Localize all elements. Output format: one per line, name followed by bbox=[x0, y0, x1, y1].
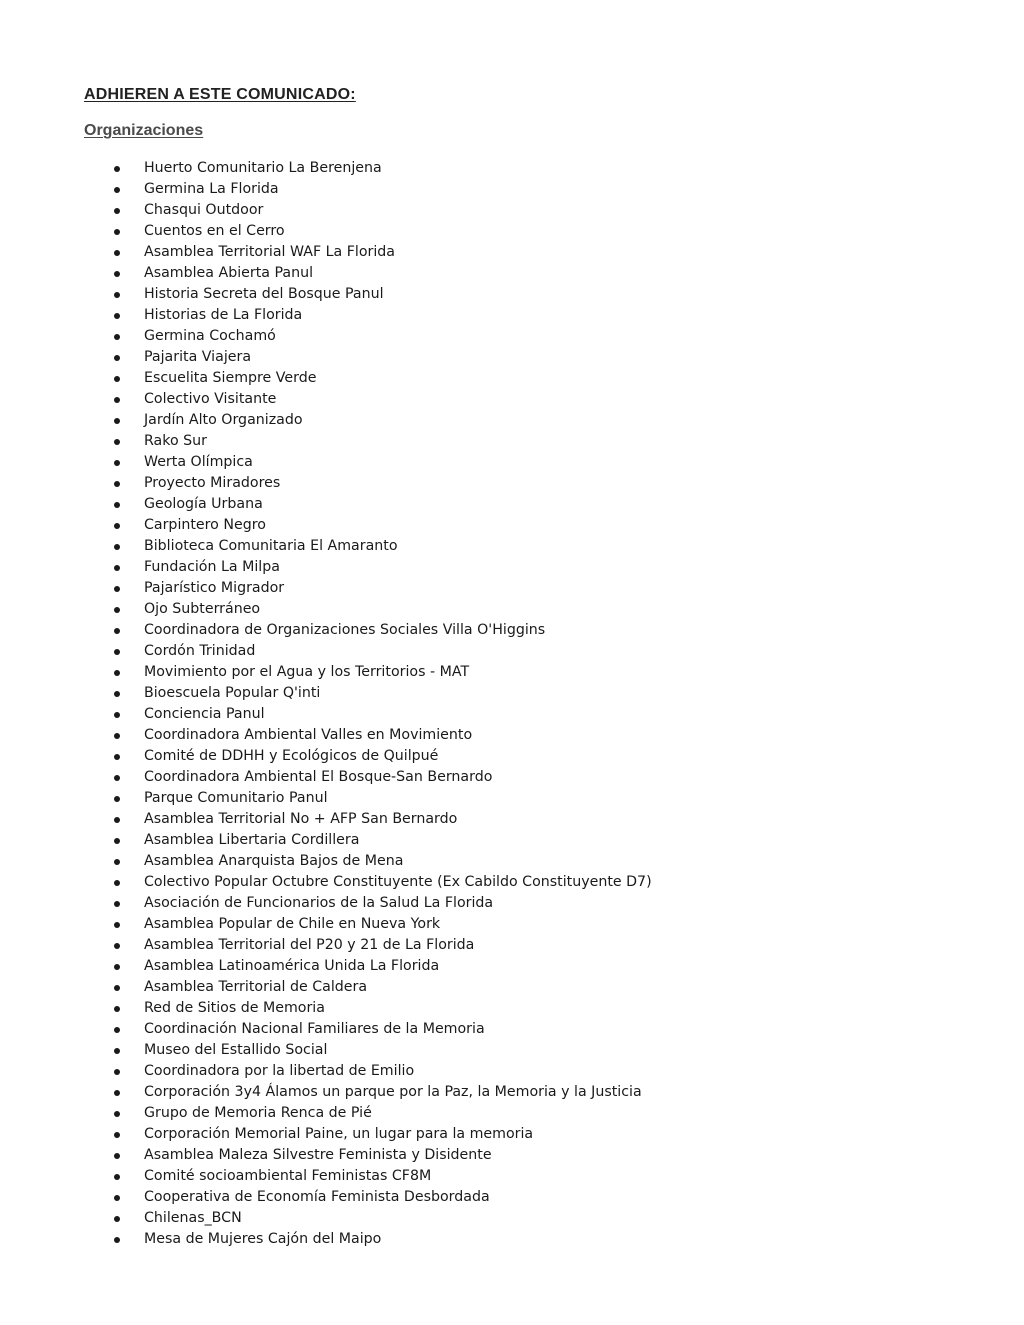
bullet-icon bbox=[114, 187, 120, 193]
list-item-label: Colectivo Visitante bbox=[144, 391, 277, 407]
bullet-icon bbox=[114, 964, 120, 970]
list-item-label: Asociación de Funcionarios de la Salud La Florida bbox=[144, 895, 494, 911]
list-item bbox=[0, 1103, 652, 1124]
bullet-icon bbox=[114, 523, 120, 529]
list-item-label: Asamblea Territorial de Caldera bbox=[144, 979, 368, 995]
list-item bbox=[0, 536, 652, 557]
list-item-label: Coordinadora Ambiental Valles en Movimiento bbox=[144, 727, 473, 743]
list-item-label: Coordinadora por la libertad de Emilio bbox=[144, 1063, 415, 1079]
list-item-label: Comité de DDHH y Ecológicos de Quilpué bbox=[144, 748, 439, 764]
list-item bbox=[0, 893, 652, 914]
bullet-icon bbox=[114, 166, 120, 172]
bullet-icon bbox=[114, 565, 120, 571]
list-item bbox=[0, 935, 652, 956]
list-item-label: Huerto Comunitario La Berenjena bbox=[144, 160, 382, 176]
bullet-icon bbox=[114, 502, 120, 508]
list-item-label: Red de Sitios de Memoria bbox=[144, 1000, 325, 1016]
bullet-icon bbox=[114, 880, 120, 886]
bullet-icon bbox=[114, 1090, 120, 1096]
bullet-icon bbox=[114, 796, 120, 802]
list-item bbox=[0, 305, 652, 326]
bullet-icon bbox=[114, 838, 120, 844]
list-item bbox=[0, 452, 652, 473]
list-item bbox=[0, 200, 652, 221]
list-item bbox=[0, 515, 652, 536]
list-item bbox=[0, 620, 652, 641]
list-item-label: Museo del Estallido Social bbox=[144, 1042, 328, 1058]
bullet-icon bbox=[114, 922, 120, 928]
list-item-label: Mesa de Mujeres Cajón del Maipo bbox=[144, 1231, 382, 1247]
list-item bbox=[0, 1019, 652, 1040]
list-item bbox=[0, 830, 652, 851]
list-item bbox=[0, 557, 652, 578]
list-item bbox=[0, 683, 652, 704]
list-item bbox=[0, 725, 652, 746]
list-item bbox=[0, 1061, 652, 1082]
list-item bbox=[0, 1040, 652, 1061]
bullet-icon bbox=[114, 1069, 120, 1075]
list-item bbox=[0, 788, 652, 809]
bullet-icon bbox=[114, 1237, 120, 1243]
list-item bbox=[0, 1187, 652, 1208]
list-item-label: Coordinadora Ambiental El Bosque-San Bernardo bbox=[144, 769, 493, 785]
list-item bbox=[0, 389, 652, 410]
bullet-icon bbox=[114, 943, 120, 949]
list-item bbox=[0, 1082, 652, 1103]
bullet-icon bbox=[114, 292, 120, 298]
list-item bbox=[0, 872, 652, 893]
list-item bbox=[0, 284, 652, 305]
bullet-icon bbox=[114, 733, 120, 739]
list-item-label: Parque Comunitario Panul bbox=[144, 790, 328, 806]
bullet-icon bbox=[114, 985, 120, 991]
bullet-icon bbox=[114, 208, 120, 214]
list-item bbox=[0, 767, 652, 788]
bullet-icon bbox=[114, 670, 120, 676]
list-item bbox=[0, 242, 652, 263]
list-item bbox=[0, 179, 652, 200]
list-item bbox=[0, 1229, 652, 1250]
list-item bbox=[0, 221, 652, 242]
bullet-icon bbox=[114, 1216, 120, 1222]
list-item-label: Asamblea Popular de Chile en Nueva York bbox=[144, 916, 441, 932]
list-item-label: Pajarístico Migrador bbox=[144, 580, 285, 596]
list-item-label: Grupo de Memoria Renca de Pié bbox=[144, 1105, 372, 1121]
bullet-icon bbox=[114, 418, 120, 424]
list-item bbox=[0, 1145, 652, 1166]
bullet-icon bbox=[114, 313, 120, 319]
list-item bbox=[0, 956, 652, 977]
list-item bbox=[0, 599, 652, 620]
bullet-icon bbox=[114, 460, 120, 466]
bullet-icon bbox=[114, 1027, 120, 1033]
list-item bbox=[0, 326, 652, 347]
list-item bbox=[0, 1166, 652, 1187]
list-item-label: Cordón Trinidad bbox=[144, 643, 256, 659]
list-item bbox=[0, 746, 652, 767]
list-item-label: Corporación Memorial Paine, un lugar para la memoria bbox=[144, 1126, 534, 1142]
bullet-icon bbox=[114, 754, 120, 760]
bullet-icon bbox=[114, 901, 120, 907]
list-item-label: Asamblea Territorial del P20 y 21 de La Florida bbox=[144, 937, 475, 953]
list-item-label: Chasqui Outdoor bbox=[144, 202, 264, 218]
list-item-label: Historias de La Florida bbox=[144, 307, 303, 323]
list-item-label: Asamblea Territorial No + AFP San Bernardo bbox=[144, 811, 458, 827]
list-item-label: Historia Secreta del Bosque Panul bbox=[144, 286, 384, 302]
bullet-icon bbox=[114, 544, 120, 550]
bullet-icon bbox=[114, 1006, 120, 1012]
bullet-icon bbox=[114, 1195, 120, 1201]
bullet-icon bbox=[114, 334, 120, 340]
list-item-label: Escuelita Siempre Verde bbox=[144, 370, 317, 386]
list-item bbox=[0, 410, 652, 431]
bullet-icon bbox=[114, 691, 120, 697]
bullet-icon bbox=[114, 397, 120, 403]
list-item-label: Proyecto Miradores bbox=[144, 475, 281, 491]
list-item-label: Asamblea Libertaria Cordillera bbox=[144, 832, 360, 848]
list-item bbox=[0, 431, 652, 452]
list-item-label: Ojo Subterráneo bbox=[144, 601, 261, 617]
list-item-label: Asamblea Latinoamérica Unida La Florida bbox=[144, 958, 440, 974]
list-item bbox=[0, 263, 652, 284]
list-item bbox=[0, 347, 652, 368]
bullet-icon bbox=[114, 271, 120, 277]
bullet-icon bbox=[114, 1174, 120, 1180]
bullet-icon bbox=[114, 229, 120, 235]
list-item-label: Biblioteca Comunitaria El Amaranto bbox=[144, 538, 398, 554]
bullet-icon bbox=[114, 712, 120, 718]
list-item-label: Asamblea Abierta Panul bbox=[144, 265, 314, 281]
list-item-label: Coordinadora de Organizaciones Sociales Villa O'Higgins bbox=[144, 622, 546, 638]
list-item bbox=[0, 1124, 652, 1145]
list-item bbox=[0, 1208, 652, 1229]
list-item-label: Werta Olímpica bbox=[144, 454, 253, 470]
list-item-label: Asamblea Anarquista Bajos de Mena bbox=[144, 853, 404, 869]
document-heading: ADHIEREN A ESTE COMUNICADO: bbox=[84, 86, 356, 103]
list-item bbox=[0, 809, 652, 830]
list-item-label: Fundación La Milpa bbox=[144, 559, 280, 575]
list-item-label: Cooperativa de Economía Feminista Desbordada bbox=[144, 1189, 490, 1205]
list-item-label: Germina Cochamó bbox=[144, 328, 276, 344]
bullet-icon bbox=[114, 1111, 120, 1117]
bullet-icon bbox=[114, 649, 120, 655]
list-item bbox=[0, 662, 652, 683]
list-item bbox=[0, 368, 652, 389]
list-item-label: Colectivo Popular Octubre Constituyente (Ex Cabildo Constituyente D7) bbox=[144, 874, 652, 890]
list-item bbox=[0, 158, 652, 179]
bullet-icon bbox=[114, 859, 120, 865]
list-item bbox=[0, 494, 652, 515]
bullet-icon bbox=[114, 775, 120, 781]
section-subheading: Organizaciones bbox=[84, 122, 204, 139]
list-item bbox=[0, 578, 652, 599]
list-item-label: Conciencia Panul bbox=[144, 706, 265, 722]
bullet-icon bbox=[114, 376, 120, 382]
organization-list bbox=[0, 158, 652, 1250]
bullet-icon bbox=[114, 607, 120, 613]
list-item-label: Rako Sur bbox=[144, 433, 207, 449]
bullet-icon bbox=[114, 628, 120, 634]
list-item-label: Chilenas_BCN bbox=[144, 1210, 242, 1226]
list-item-label: Geología Urbana bbox=[144, 496, 263, 512]
bullet-icon bbox=[114, 1132, 120, 1138]
list-item-label: Jardín Alto Organizado bbox=[144, 412, 303, 428]
list-item-label: Carpintero Negro bbox=[144, 517, 266, 533]
list-item bbox=[0, 473, 652, 494]
list-item bbox=[0, 704, 652, 725]
list-item-label: Coordinación Nacional Familiares de la Memoria bbox=[144, 1021, 485, 1037]
list-item bbox=[0, 977, 652, 998]
list-item-label: Asamblea Territorial WAF La Florida bbox=[144, 244, 395, 260]
list-item bbox=[0, 641, 652, 662]
list-item-label: Cuentos en el Cerro bbox=[144, 223, 285, 239]
bullet-icon bbox=[114, 355, 120, 361]
bullet-icon bbox=[114, 250, 120, 256]
list-item-label: Movimiento por el Agua y los Territorios - MAT bbox=[144, 664, 470, 680]
list-item-label: Asamblea Maleza Silvestre Feminista y Disidente bbox=[144, 1147, 492, 1163]
bullet-icon bbox=[114, 817, 120, 823]
bullet-icon bbox=[114, 1153, 120, 1159]
list-item-label: Bioescuela Popular Q'inti bbox=[144, 685, 321, 701]
list-item-label: Corporación 3y4 Álamos un parque por la Paz, la Memoria y la Justicia bbox=[144, 1084, 642, 1100]
list-item-label: Pajarita Viajera bbox=[144, 349, 252, 365]
list-item-label: Comité socioambiental Feministas CF8M bbox=[144, 1168, 432, 1184]
bullet-icon bbox=[114, 1048, 120, 1054]
bullet-icon bbox=[114, 586, 120, 592]
list-item bbox=[0, 914, 652, 935]
list-item-label: Germina La Florida bbox=[144, 181, 279, 197]
list-item bbox=[0, 851, 652, 872]
bullet-icon bbox=[114, 439, 120, 445]
list-item bbox=[0, 998, 652, 1019]
bullet-icon bbox=[114, 481, 120, 487]
